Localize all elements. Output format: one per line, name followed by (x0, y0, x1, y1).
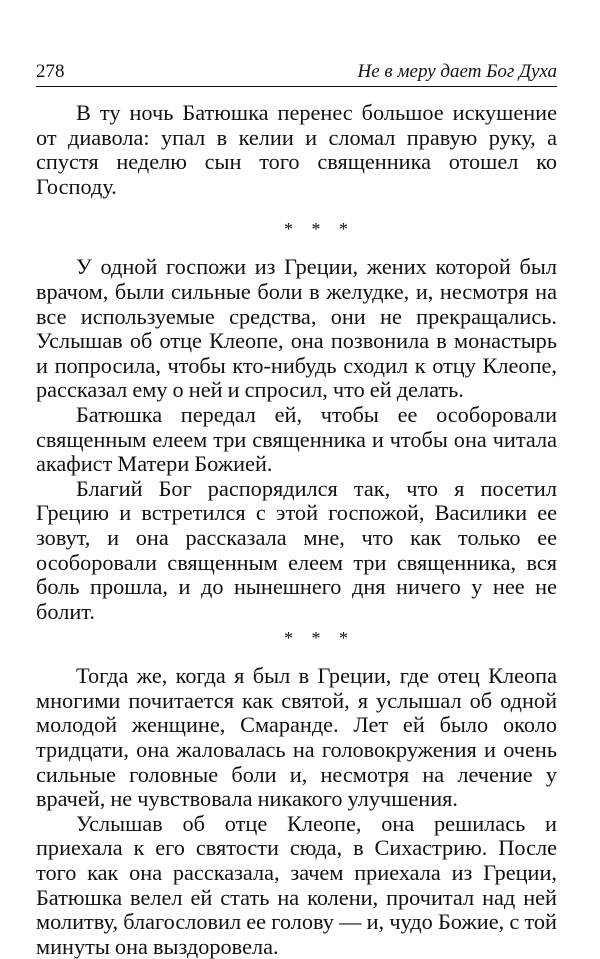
section-divider-1: * * * (284, 219, 355, 240)
running-title: Не в меру дает Бог Духа (357, 61, 557, 82)
paragraph-4: Благий Бог распорядился так, что я посетил Грецию и встретился с этой госпожой, Василики ее зовут, и она рассказала мне, что как только ее особоровали священным елеем три священника, вся боль прошла, и до нынешнего дня ничего у нее не болит. (36, 475, 557, 624)
paragraph-6: Услышав об отце Клеопе, она решилась и приехала к его святости сюда, в Сихастрию. После того как она рассказала, зачем приехала из Греции, Батюшка велел ей стать на колени, прочитал над ней молитву, благословил ее голову — и, чудо Божие, с той минуты она выздоровела. (36, 810, 557, 959)
paragraph-3: Батюшка передал ей, чтобы ее особоровали священным елеем три священника и чтобы она читала акафист Матери Божией. (36, 401, 557, 477)
paragraph-1: В ту ночь Батюшка перенес большое искушение от диавола: упал в келии и сломал правую руку, а спустя неделю сын того священника отошел ко Господу. (36, 100, 557, 199)
page-header (36, 60, 557, 87)
paragraph-2: У одной госпожи из Греции, жених которой был врачом, были сильные боли в желудке, и, несмотря на все используемые средства, они не прекращались. Услышав об отце Клеопе, она позвонила в монастырь и попросила, чтобы кто-нибудь сходил к отцу Клеопе, рассказал ему о ней и спросил, что ей делать. (36, 254, 557, 403)
section-divider-2: * * * (284, 628, 355, 649)
book-page (36, 60, 557, 959)
page-body (36, 87, 557, 959)
paragraph-5: Тогда же, когда я был в Греции, где отец Клеопа многими почитается как святой, я услышал об одной молодой женщине, Смаранде. Лет ей было около тридцати, она жаловалась на головокружения и очень сильные головные боли и, несмотря на лечение у врачей, не чувствовала никакого улучшения. (36, 663, 557, 812)
page-number: 278 (36, 61, 65, 82)
